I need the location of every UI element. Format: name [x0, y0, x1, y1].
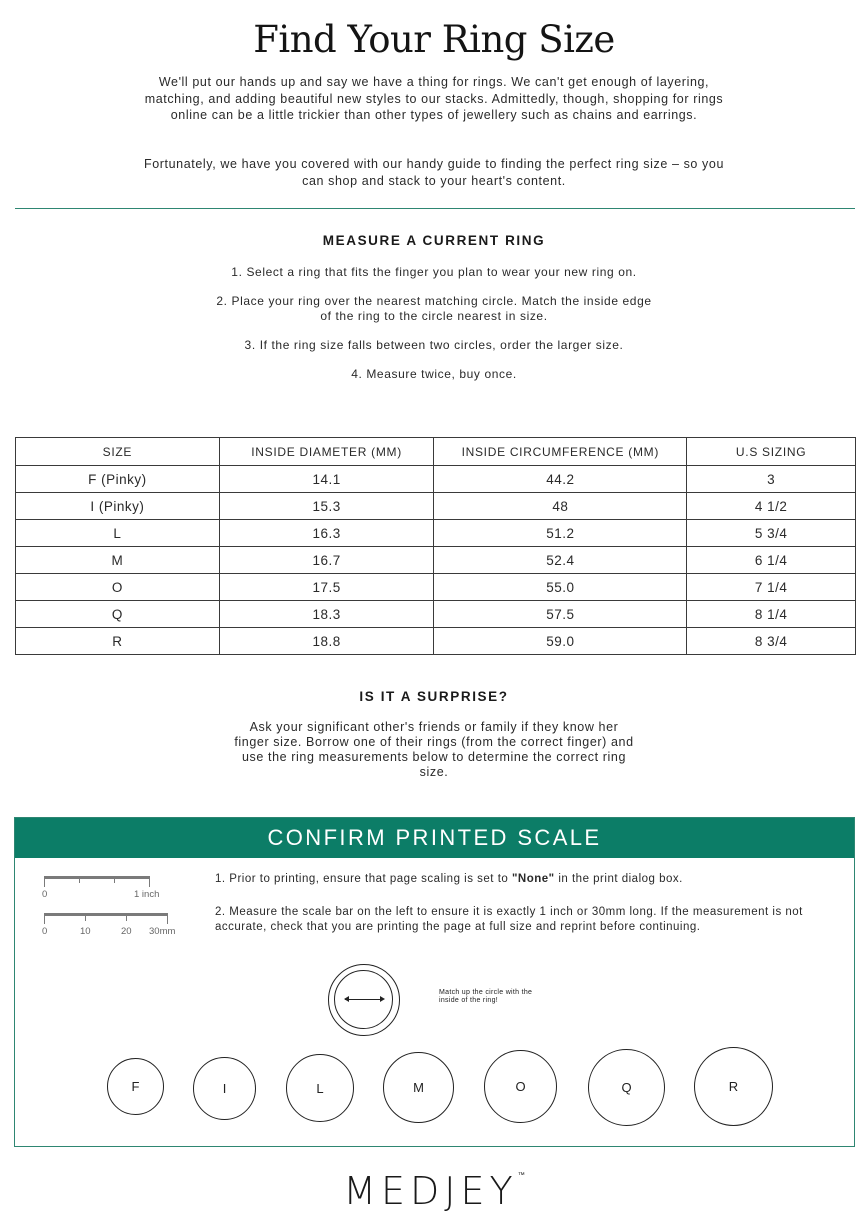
ruler-tick: [114, 876, 115, 883]
cell-us-size: 4 1/2: [687, 493, 856, 520]
cell-diameter: 18.3: [219, 601, 434, 628]
header-inside-diameter: INSIDE DIAMETER (MM): [219, 438, 434, 466]
table-row: [16, 601, 856, 628]
cell-us-size: 8 3/4: [687, 628, 856, 655]
header-us-sizing: U.S SIZING: [687, 438, 856, 466]
size-circle-i: I: [193, 1057, 256, 1120]
table-row: [16, 520, 856, 547]
ruler-tick: [44, 876, 45, 887]
cell-us-size: 3: [687, 466, 856, 493]
printed-scale-panel: [14, 817, 855, 1147]
size-circle-o: O: [484, 1050, 557, 1123]
ruler-tick: [167, 913, 168, 924]
inch-ruler: [42, 876, 160, 900]
table-header-row: [16, 438, 856, 466]
intro-paragraph-2: Fortunately, we have you covered with our handy guide to finding the perfect ring size – so you can shop and stack to your heart's content.: [144, 157, 724, 188]
cell-size: M: [16, 547, 220, 574]
ring-size-table: [15, 437, 856, 655]
mm-ruler-label: 30mm: [149, 926, 176, 937]
mm-ruler-label: 10: [80, 926, 91, 937]
cell-us-size: 5 3/4: [687, 520, 856, 547]
mm-ruler-label: 20: [121, 926, 132, 937]
cell-size: O: [16, 574, 220, 601]
table-row: [16, 628, 856, 655]
surprise-text: Ask your significant other's friends or family if they know her finger size. Borrow one of their rings (from the correct finger) and use the ring measurements below to determine the correct ring size.: [234, 720, 634, 779]
measure-heading: MEASURE A CURRENT RING: [322, 233, 546, 248]
ruler-bar: [44, 913, 168, 916]
cell-size: L: [16, 520, 220, 547]
ruler-tick: [85, 913, 86, 921]
measure-steps: [214, 265, 654, 396]
cell-diameter: 18.8: [219, 628, 434, 655]
trademark-symbol: ™: [517, 1171, 525, 1179]
size-circle-q: Q: [588, 1049, 665, 1126]
cell-us-size: 8 1/4: [687, 601, 856, 628]
table-row: [16, 493, 856, 520]
table-row: [16, 547, 856, 574]
surprise-heading: IS IT A SURPRISE?: [359, 689, 509, 704]
measure-step: 1. Select a ring that fits the finger you plan to wear your new ring on.: [231, 265, 637, 279]
cell-circumference: 55.0: [434, 574, 687, 601]
arrow-left-icon: [344, 996, 349, 1002]
size-circle-f: F: [107, 1058, 164, 1115]
measure-step: 2. Place your ring over the nearest matching circle. Match the inside edge of the ring to the circle nearest in size.: [216, 294, 652, 323]
cell-size: Q: [16, 601, 220, 628]
cell-circumference: 51.2: [434, 520, 687, 547]
instruction-text: in the print dialog box.: [554, 873, 683, 885]
ruler-tick: [126, 913, 127, 921]
inch-ruler-start-label: 0: [42, 889, 48, 900]
measure-step: 4. Measure twice, buy once.: [351, 367, 517, 381]
measure-step: 3. If the ring size falls between two circles, order the larger size.: [244, 338, 624, 352]
ruler-tick: [44, 913, 45, 924]
ruler-bar: [44, 876, 150, 879]
brand-logo: [0, 1169, 868, 1213]
section-divider: [15, 208, 855, 209]
inch-ruler-end-label: 1 inch: [134, 889, 160, 900]
cell-circumference: 48: [434, 493, 687, 520]
cell-circumference: 52.4: [434, 547, 687, 574]
size-circle-l: L: [286, 1054, 354, 1122]
cell-diameter: 14.1: [219, 466, 434, 493]
page-title: Find Your Ring Size: [253, 18, 615, 61]
cell-diameter: 15.3: [219, 493, 434, 520]
example-ring-icon: [328, 964, 400, 1036]
cell-diameter: 17.5: [219, 574, 434, 601]
size-circle-r: R: [694, 1047, 773, 1126]
cell-size: I (Pinky): [16, 493, 220, 520]
intro-paragraph-1: We'll put our hands up and say we have a thing for rings. We can't get enough of layering, matching, and adding beautiful new styles to our stacks. Admittedly, though, shopping for rings online can be a little trickier than other types of jewellery such as chains and earrings.: [144, 75, 724, 122]
header-size: SIZE: [16, 438, 220, 466]
cell-size: F (Pinky): [16, 466, 220, 493]
logo-text: MEDJEY: [343, 1169, 518, 1213]
ruler-tick: [79, 876, 80, 883]
table-row: [16, 574, 856, 601]
size-circle-m: M: [383, 1052, 454, 1123]
diameter-arrow: [345, 999, 382, 1000]
scale-instruction-2: 2. Measure the scale bar on the left to ensure it is exactly 1 inch or 30mm long. If the measurement is not accurate, check that you are printing the page at full size and reprint before continuing.: [215, 906, 803, 933]
instruction-text: 1. Prior to printing, ensure that page scaling is set to: [215, 873, 512, 885]
instruction-bold-text: "None": [511, 873, 555, 885]
scale-instruction-1: [215, 872, 835, 887]
cell-circumference: 59.0: [434, 628, 687, 655]
scale-heading: CONFIRM PRINTED SCALE: [15, 818, 854, 858]
arrow-right-icon: [380, 996, 385, 1002]
cell-size: R: [16, 628, 220, 655]
cell-us-size: 7 1/4: [687, 574, 856, 601]
cell-us-size: 6 1/4: [687, 547, 856, 574]
cell-diameter: 16.3: [219, 520, 434, 547]
mm-ruler-label: 0: [42, 926, 48, 937]
cell-circumference: 57.5: [434, 601, 687, 628]
cell-diameter: 16.7: [219, 547, 434, 574]
mm-ruler: [42, 913, 176, 937]
cell-circumference: 44.2: [434, 466, 687, 493]
ruler-tick: [149, 876, 150, 887]
example-ring-inner-circle: [334, 970, 393, 1029]
header-inside-circumference: INSIDE CIRCUMFERENCE (MM): [434, 438, 687, 466]
match-note: Match up the circle with the inside of the ring!: [439, 989, 533, 1004]
table-row: [16, 466, 856, 493]
